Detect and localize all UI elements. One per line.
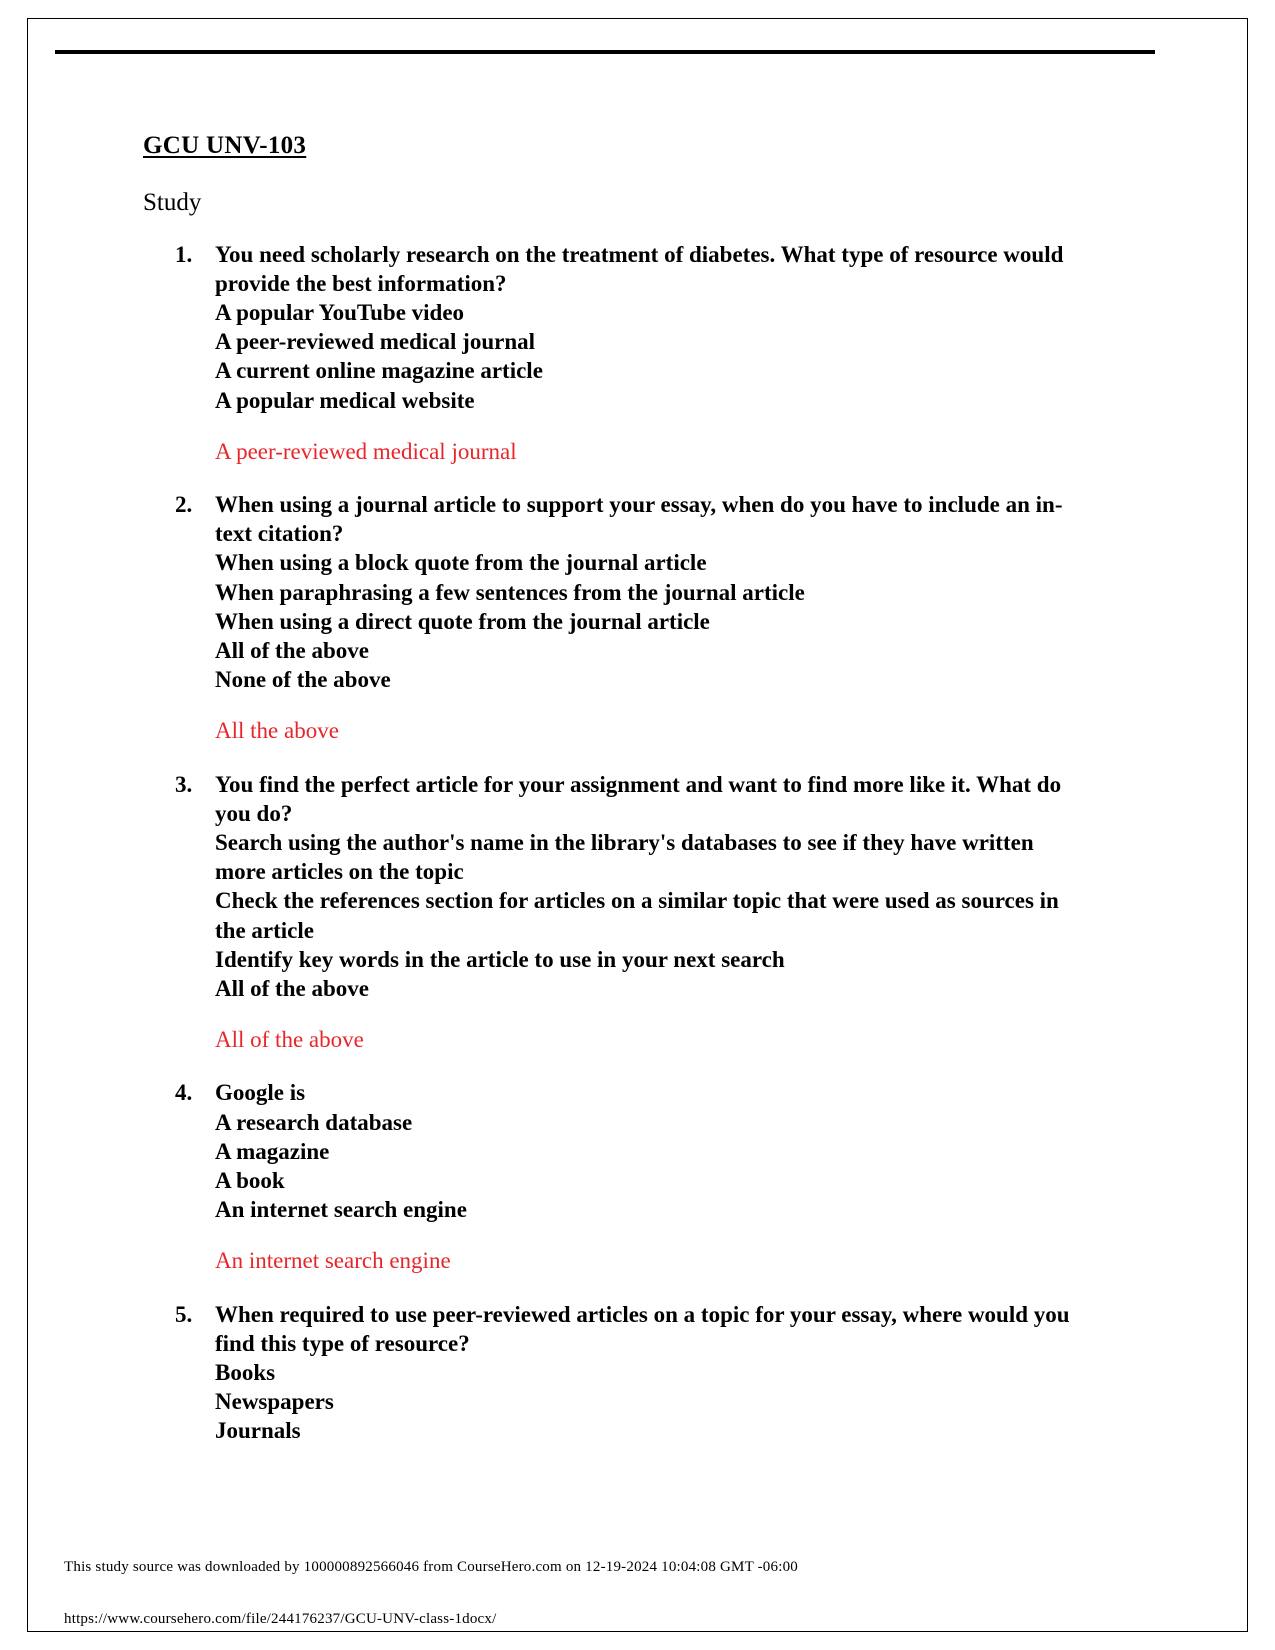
answer-option[interactable]: A book	[215, 1167, 285, 1193]
answer-option[interactable]: A popular YouTube video	[215, 299, 465, 325]
selected-answer: All of the above	[215, 1027, 364, 1053]
answer-option[interactable]: When using a direct quote from the journal article	[215, 608, 710, 634]
question-item	[143, 490, 1073, 746]
answer-option[interactable]: Check the references section for articles on a similar topic that were used as sources in the article	[215, 888, 1059, 943]
answer-option-list	[215, 1108, 1073, 1225]
selected-answer: An internet search engine	[215, 1248, 451, 1274]
answer-option[interactable]: A magazine	[215, 1138, 330, 1164]
question-item	[143, 240, 1073, 466]
answer-option[interactable]: When using a block quote from the journal article	[215, 550, 707, 576]
header-rule	[55, 50, 1155, 54]
question-stem: Google is	[215, 1080, 306, 1106]
question-stem: You find the perfect article for your assignment and want to find more like it. What do you do?	[215, 771, 1062, 826]
document-body	[143, 132, 1073, 1446]
document-subtitle: Study	[143, 188, 202, 216]
answer-option[interactable]: Books	[215, 1360, 276, 1385]
answer-option[interactable]: When paraphrasing a few sentences from the journal article	[215, 579, 805, 605]
answer-option-list	[215, 828, 1073, 1003]
answer-option[interactable]: A research database	[215, 1109, 413, 1135]
answer-option[interactable]: A current online magazine article	[215, 358, 543, 384]
selected-answer: All the above	[215, 718, 339, 744]
answer-option[interactable]: All of the above	[215, 637, 369, 663]
answer-option[interactable]: A peer-reviewed medical journal	[215, 329, 536, 355]
question-stem: When required to use peer-reviewed articles on a topic for your essay, where would you find this type of resource?	[215, 1301, 1070, 1356]
answer-option[interactable]: Journals	[215, 1418, 301, 1444]
question-stem: When using a journal article to support your essay, when do you have to include an in-text citation?	[215, 491, 1063, 547]
question-item	[143, 1078, 1073, 1275]
selected-answer: A peer-reviewed medical journal	[215, 438, 517, 464]
question-item	[143, 1300, 1073, 1446]
answer-option[interactable]: A popular medical website	[215, 387, 475, 413]
answer-option[interactable]: None of the above	[215, 667, 391, 693]
question-item	[143, 770, 1073, 1055]
page-title: GCU UNV-103	[143, 132, 307, 159]
answer-option-list	[215, 1358, 1073, 1446]
question-list	[143, 240, 1073, 1446]
answer-option[interactable]: All of the above	[215, 975, 369, 1001]
answer-option[interactable]: An internet search engine	[215, 1197, 467, 1223]
answer-option-list	[215, 298, 1073, 415]
answer-option[interactable]: Newspapers	[215, 1389, 334, 1415]
answer-option[interactable]: Search using the author's name in the library's databases to see if they have written more articles on the topic	[215, 829, 1034, 885]
footer-attribution: This study source was downloaded by 100000892566046 from CourseHero.com on 12-19-2024 10:04:08 GMT -06:00	[64, 1559, 798, 1575]
footer-source-url[interactable]: https://www.coursehero.com/file/244176237/GCU-UNV-class-1docx/	[64, 1611, 497, 1627]
answer-option-list	[215, 548, 1073, 694]
answer-option[interactable]: Identify key words in the article to use in your next search	[215, 946, 785, 972]
question-stem: You need scholarly research on the treatment of diabetes. What type of resource would provide the best information?	[215, 241, 1064, 296]
